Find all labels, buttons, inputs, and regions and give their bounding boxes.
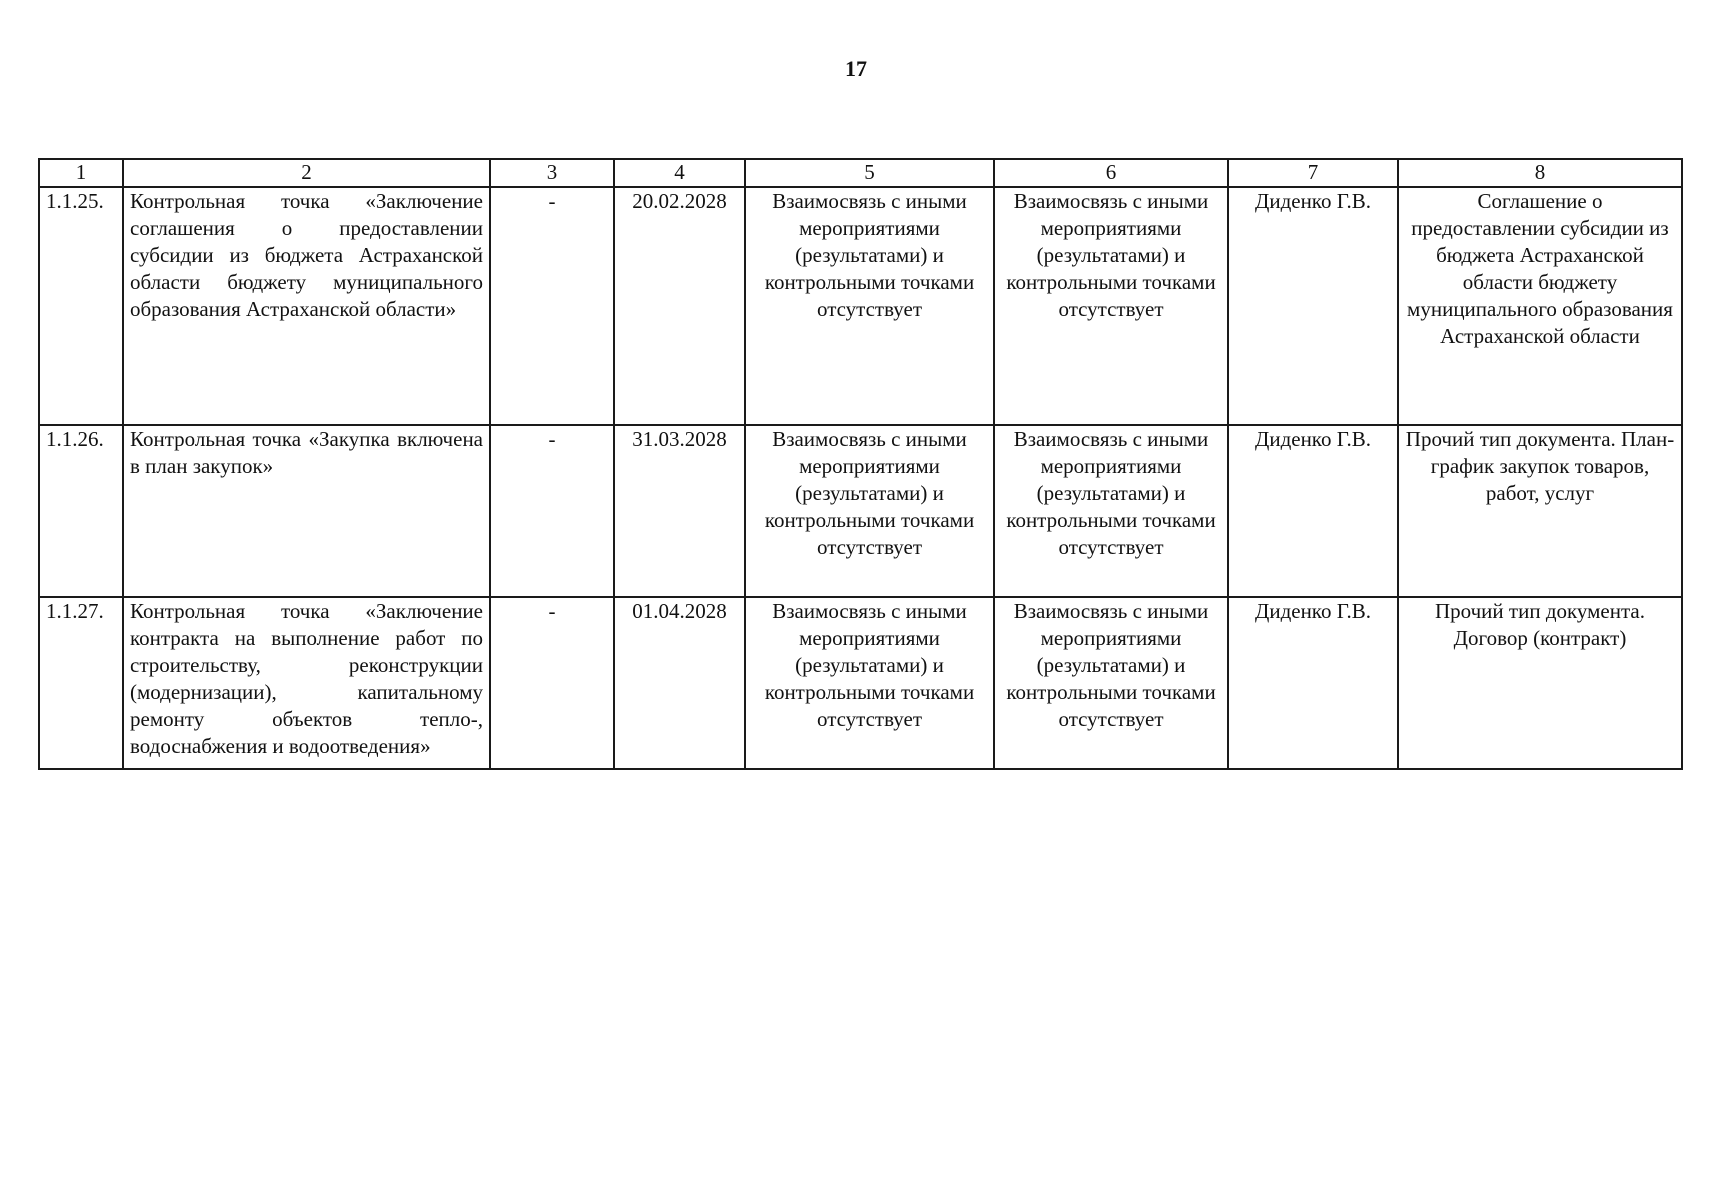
column-header: 1	[39, 159, 123, 187]
due-date: 20.02.2028	[614, 187, 745, 425]
document-type: Прочий тип документа. Договор (контракт)	[1398, 597, 1682, 769]
row-number: 1.1.26.	[39, 425, 123, 597]
column-header: 2	[123, 159, 490, 187]
relationship-events: Взаимосвязь с иными мероприятиями (результатами) и контрольными точками отсутствует	[745, 425, 994, 597]
column-header: 6	[994, 159, 1228, 187]
responsible-person: Диденко Г.В.	[1228, 187, 1398, 425]
relationship-events-alt: Взаимосвязь с иными мероприятиями (результатами) и контрольными точками отсутствует	[994, 187, 1228, 425]
column-3-value: -	[490, 187, 614, 425]
relationship-events: Взаимосвязь с иными мероприятиями (результатами) и контрольными точками отсутствует	[745, 187, 994, 425]
document-type: Соглашение о предоставлении субсидии из бюджета Астраханской области бюджету муниципального образования Астраханской области	[1398, 187, 1682, 425]
document-type: Прочий тип документа. План-график закупок товаров, работ, услуг	[1398, 425, 1682, 597]
responsible-person: Диденко Г.В.	[1228, 425, 1398, 597]
column-3-value: -	[490, 425, 614, 597]
header-row	[39, 159, 1682, 187]
column-header: 5	[745, 159, 994, 187]
relationship-events: Взаимосвязь с иными мероприятиями (результатами) и контрольными точками отсутствует	[745, 597, 994, 769]
column-header: 4	[614, 159, 745, 187]
column-3-value: -	[490, 597, 614, 769]
responsible-person: Диденко Г.В.	[1228, 597, 1398, 769]
column-header: 3	[490, 159, 614, 187]
row-number: 1.1.27.	[39, 597, 123, 769]
control-point-name: Контрольная точка «Закупка включена в план закупок»	[123, 425, 490, 597]
due-date: 31.03.2028	[614, 425, 745, 597]
table-row	[39, 187, 1682, 425]
relationship-events-alt: Взаимосвязь с иными мероприятиями (результатами) и контрольными точками отсутствует	[994, 425, 1228, 597]
page-number: 17	[845, 56, 867, 81]
relationship-events-alt: Взаимосвязь с иными мероприятиями (результатами) и контрольными точками отсутствует	[994, 597, 1228, 769]
table-row	[39, 597, 1682, 769]
control-points-table	[38, 158, 1683, 770]
control-point-name: Контрольная точка «Заключение соглашения о предоставлении субсидии из бюджета Астраханской области бюджету муниципального образования Астраханской области»	[123, 187, 490, 425]
row-number: 1.1.25.	[39, 187, 123, 425]
column-header: 7	[1228, 159, 1398, 187]
column-header: 8	[1398, 159, 1682, 187]
control-point-name: Контрольная точка «Заключение контракта на выполнение работ по строительству, реконструкции (модернизации), капитальному ремонту объектов тепло-, водоснабжения и водоотведения»	[123, 597, 490, 769]
table-row	[39, 425, 1682, 597]
due-date: 01.04.2028	[614, 597, 745, 769]
